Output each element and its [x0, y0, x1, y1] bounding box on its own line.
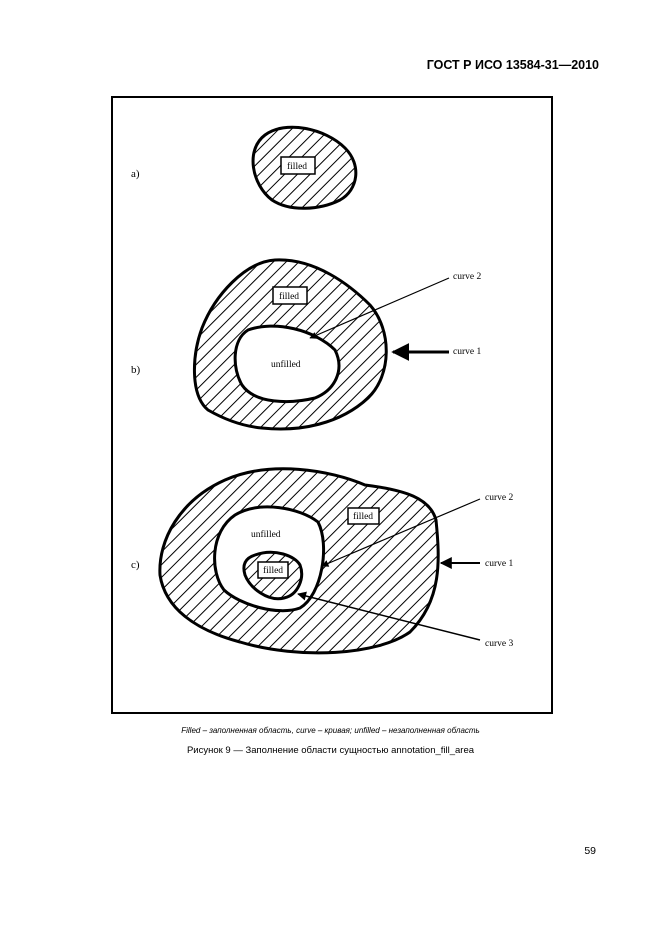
filled-inner-label: filled: [263, 566, 284, 576]
filled-label: filled: [353, 512, 374, 522]
figure-caption: Рисунок 9 — Заполнение области сущностью annotation_fill_area: [186, 745, 475, 756]
curve-2-label: curve 2: [453, 272, 482, 282]
outer-curve-1: [160, 469, 438, 653]
curve-1-label: curve 1: [485, 559, 514, 569]
panel-b-letter: b): [131, 364, 141, 376]
panel-c: [131, 469, 513, 653]
curve-1-label: curve 1: [453, 347, 482, 357]
standard-header: ГОСТ Р ИСО 13584-31—2010: [426, 58, 599, 72]
curve-3-label: curve 3: [485, 639, 514, 649]
unfilled-label: unfilled: [251, 530, 281, 540]
panel-a-letter: a): [131, 168, 140, 180]
unfilled-label: unfilled: [271, 360, 301, 370]
curve-2-label: curve 2: [485, 493, 514, 503]
filled-label: filled: [287, 162, 308, 172]
page-number: 59: [584, 845, 596, 857]
outer-curve-1: [194, 260, 386, 429]
panel-b: [131, 260, 481, 429]
panel-c-letter: c): [131, 559, 140, 571]
filled-label: filled: [279, 292, 300, 302]
panel-a: [131, 127, 356, 208]
figure-legend: Filled – заполненная область, curve – кривая; unfilled – незаполненная область: [181, 726, 480, 735]
